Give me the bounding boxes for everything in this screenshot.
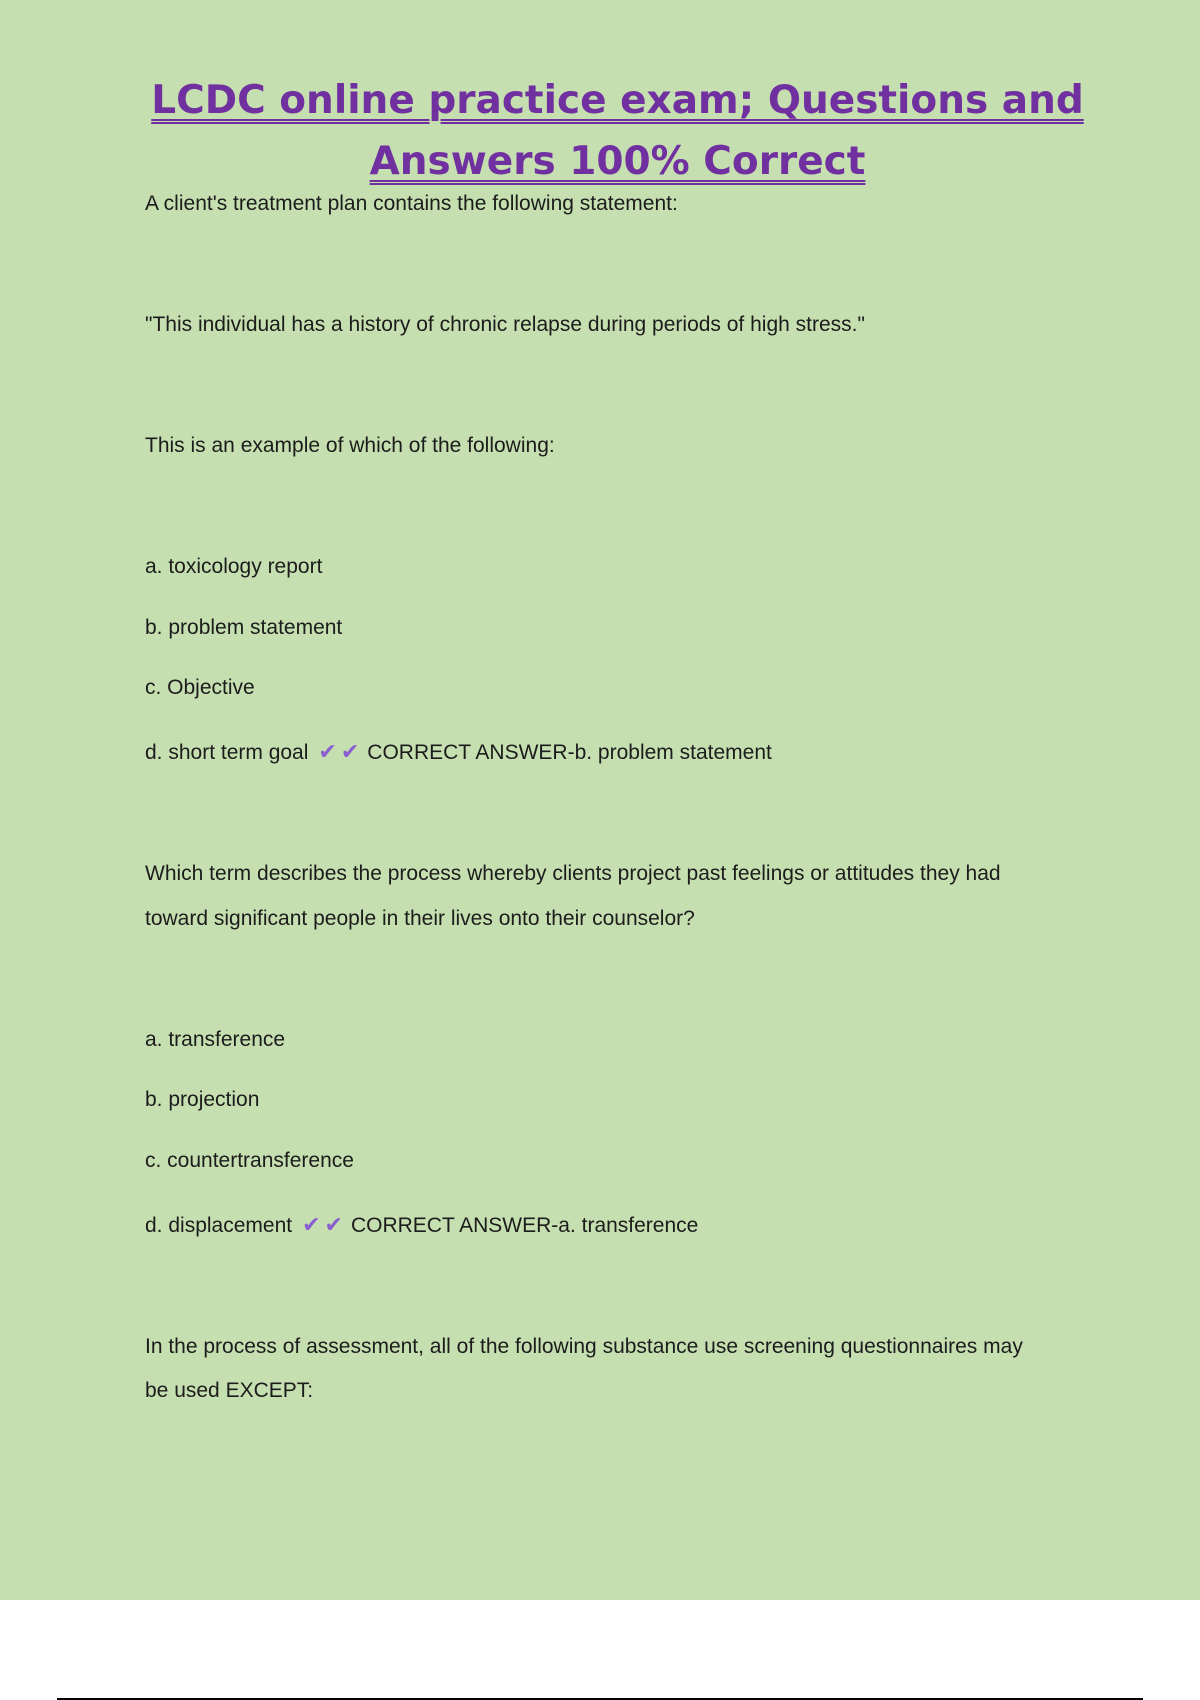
- question-1-option-a: a. toxicology report: [145, 555, 323, 578]
- question-1-stem-line-1: A client's treatment plan contains the following statement:: [145, 192, 678, 215]
- double-check-icons: [300, 1211, 345, 1241]
- document-title: [0, 70, 1200, 192]
- question-2-stem-line-1: Which term describes the process whereby clients project past feelings or attitudes they had: [145, 862, 1001, 885]
- question-2-option-d-row: [145, 1211, 698, 1241]
- question-1-stem-line-3: This is an example of which of the following:: [145, 434, 555, 457]
- title-line-1: LCDC online practice exam; Questions and: [151, 78, 1084, 123]
- question-2-option-c: c. countertransference: [145, 1149, 354, 1172]
- question-2-correct-answer: CORRECT ANSWER-a. transference: [350, 1214, 699, 1237]
- question-1-option-b: b. problem statement: [145, 616, 343, 639]
- question-1-stem-line-2: "This individual has a history of chronic relapse during periods of high stress.": [145, 313, 865, 336]
- checkmark-icon: ✔: [324, 1213, 343, 1238]
- question-3-stem-line-1: In the process of assessment, all of the following substance use screening questionnaires may: [145, 1335, 1023, 1358]
- checkmark-icon: ✔: [318, 740, 337, 765]
- double-check-icons: [316, 738, 361, 768]
- question-2-option-b: b. projection: [145, 1088, 260, 1111]
- checkmark-icon: ✔: [302, 1213, 321, 1238]
- question-2-stem-line-2: toward significant people in their lives onto their counselor?: [145, 907, 695, 930]
- question-1-option-d-row: [145, 738, 772, 768]
- question-2-option-d: d. displacement: [145, 1214, 293, 1237]
- title-line-2: Answers 100% Correct: [369, 139, 866, 184]
- checkmark-icon: ✔: [340, 740, 360, 765]
- question-1-option-c: c. Objective: [145, 676, 255, 699]
- question-3-stem-line-2: be used EXCEPT:: [145, 1379, 314, 1402]
- question-2-option-a: a. transference: [145, 1028, 286, 1051]
- question-1-option-d: d. short term goal: [145, 741, 309, 764]
- question-1-correct-answer: CORRECT ANSWER-b. problem statement: [367, 741, 772, 764]
